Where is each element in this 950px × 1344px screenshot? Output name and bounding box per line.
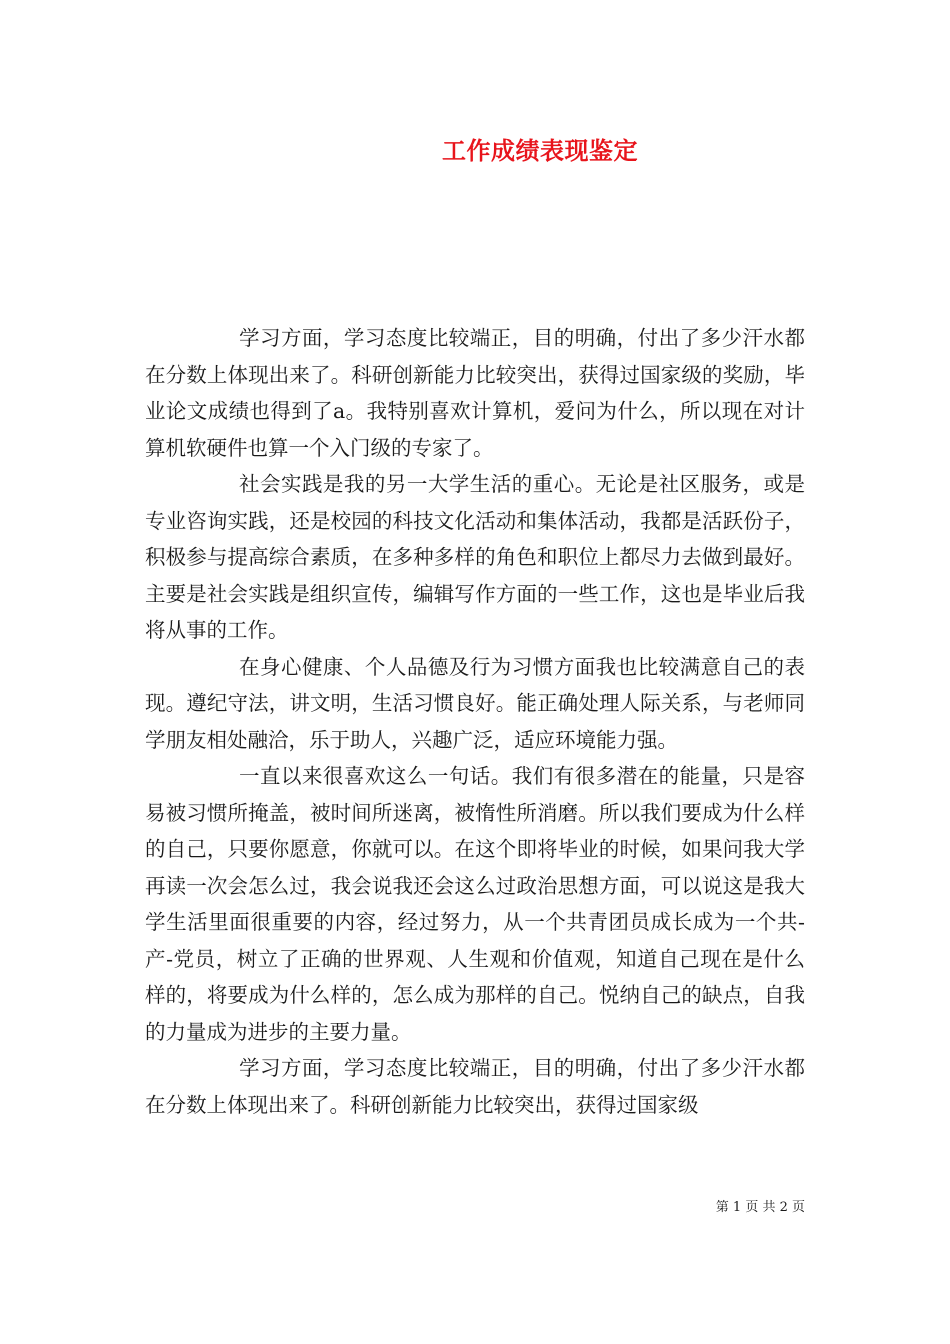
paragraph-study-repeat: 学习方面，学习态度比较端正，目的明确，付出了多少汗水都在分数上体现出来了。科研创新能力比较突出，获得过国家级 — [145, 1056, 805, 1117]
paragraph-health-character: 在身心健康、个人品德及行为习惯方面我也比较满意自己的表现。遵纪守法，讲文明，生活习惯良好。能正确处理人际关系，与老师同学朋友相处融洽，乐于助人，兴趣广泛，适应环境能力强。 — [145, 654, 805, 752]
paragraph-motto: 一直以来很喜欢这么一句话。我们有很多潜在的能量，只是容易被习惯所掩盖，被时间所迷离，被惰性所消磨。所以我们要成为什么样的自己，只要你愿意，你就可以。在这个即将毕业的时候，如果问我大学再读一次会怎么过，我会说我还会这么过政治思想方面，可以说这是我大学生活里面很重要的内容，经过努力，从一个共青团员成长成为一个共-产-党员，树立了正确的世界观、人生观和价值观，知道自己现在是什么样的，将要成为什么样的，怎么成为那样的自己。悦纳自己的缺点，自我的力量成为进步的主要力量。 — [145, 764, 805, 1044]
paragraph-study: 学习方面，学习态度比较端正，目的明确，付出了多少汗水都在分数上体现出来了。科研创新能力比较突出，获得过国家级的奖励，毕业论文成绩也得到了a。我特别喜欢计算机，爱问为什么，所以现在对计算机软硬件也算一个入门级的专家了。 — [145, 326, 805, 460]
document-body — [145, 320, 805, 1123]
page-number-footer: 第 1 页 共 2 页 — [715, 1200, 805, 1215]
document-title: 工作成绩表现鉴定 — [442, 136, 638, 165]
paragraph-social-practice: 社会实践是我的另一大学生活的重心。无论是社区服务，或是专业咨询实践，还是校园的科技文化活动和集体活动，我都是活跃份子，积极参与提高综合素质，在多种多样的角色和职位上都尽力去做到最好。主要是社会实践是组织宣传，编辑写作方面的一些工作，这也是毕业后我将从事的工作。 — [145, 472, 805, 642]
